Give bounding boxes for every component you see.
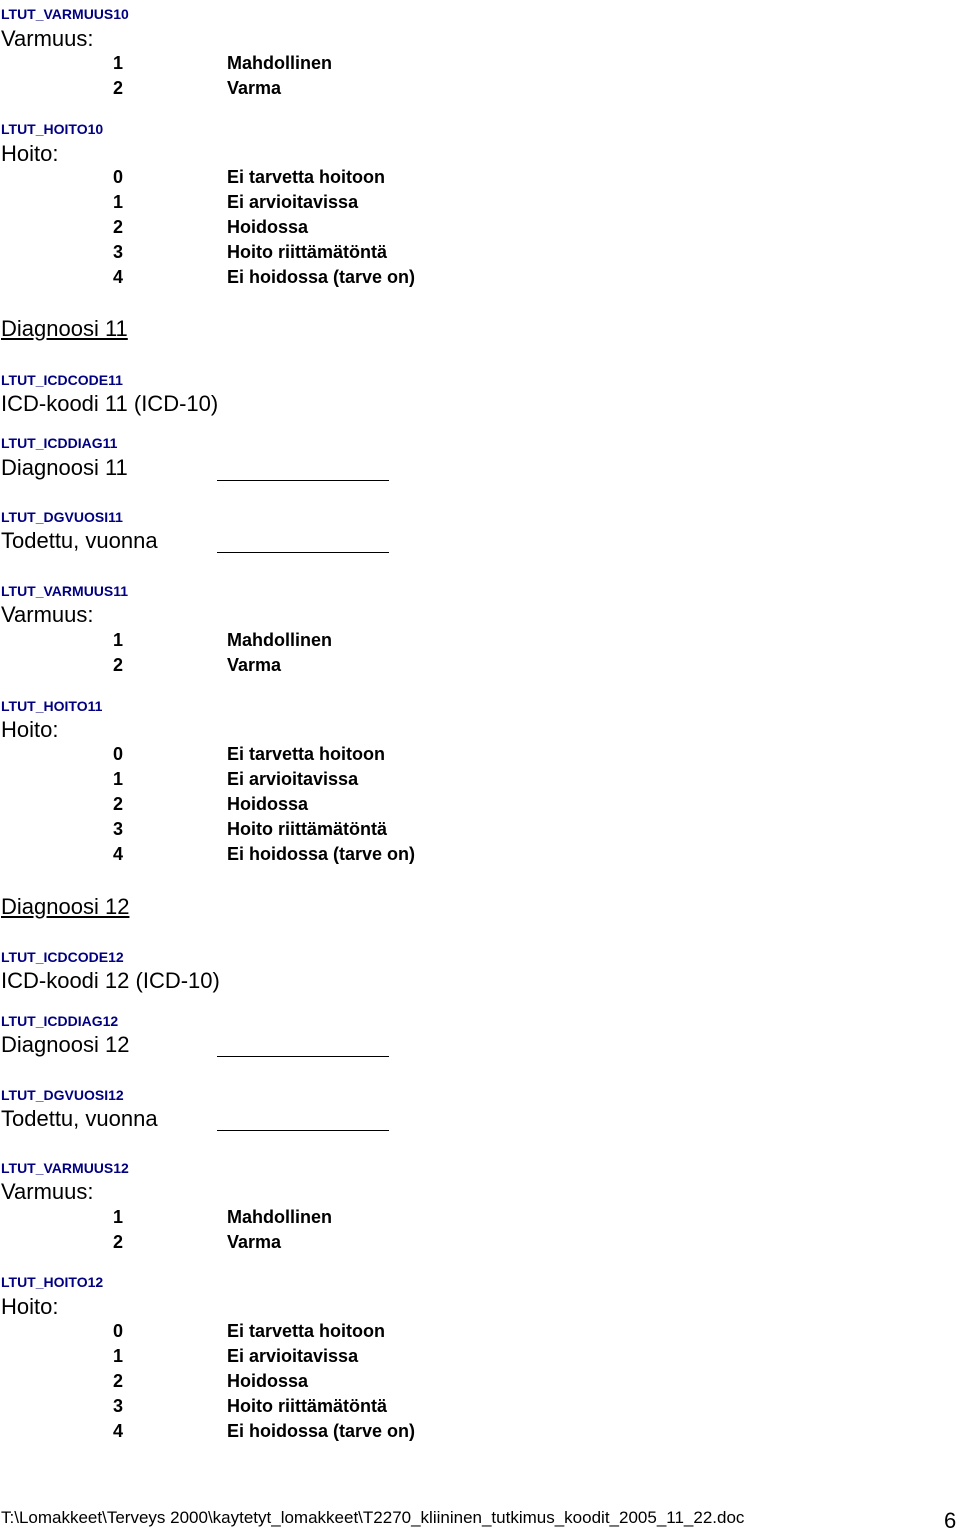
hoito10-option-2-num: 2 [113, 217, 124, 237]
varmuus10-option-2-num: 2 [113, 78, 124, 98]
varmuus11-option-1-num: 1 [113, 630, 124, 650]
hoito11-option-4-num: 4 [113, 844, 124, 864]
hoito12-option-4-text: Ei hoidossa (tarve on) [227, 1421, 416, 1441]
dgvuosi12-label: Todettu, vuonna [1, 1106, 158, 1131]
hoito11-label: Hoito: [1, 717, 59, 742]
hoito12-label: Hoito: [1, 1294, 59, 1319]
hoito12-option-3-text: Hoito riittämätöntä [227, 1396, 387, 1416]
hoito12-option-1-text: Ei arvioitavissa [227, 1346, 359, 1366]
hoito12-option-0-text: Ei tarvetta hoitoon [227, 1321, 386, 1341]
varmuus12-option-2-num: 2 [113, 1232, 124, 1252]
hoito11-option-2-num: 2 [113, 794, 124, 814]
hoito10-code: LTUT_HOITO10 [1, 121, 104, 137]
hoito11-option-3-text: Hoito riittämätöntä [227, 819, 387, 839]
varmuus12-code: LTUT_VARMUUS12 [1, 1160, 129, 1176]
hoito12-code: LTUT_HOITO12 [1, 1274, 104, 1290]
icddiag11-answer-line[interactable] [217, 480, 389, 481]
hoito10-option-0-text: Ei tarvetta hoitoon [227, 167, 386, 187]
varmuus12-label: Varmuus: [1, 1179, 94, 1204]
footer-page-number: 6 [944, 1508, 957, 1533]
icddiag12-answer-line[interactable] [217, 1056, 389, 1057]
hoito12-option-0-num: 0 [113, 1321, 124, 1341]
hoito11-option-2-text: Hoidossa [227, 794, 309, 814]
hoito10-option-1-num: 1 [113, 192, 124, 212]
varmuus10-code: LTUT_VARMUUS10 [1, 6, 129, 22]
varmuus11-code: LTUT_VARMUUS11 [1, 583, 129, 599]
hoito11-option-1-text: Ei arvioitavissa [227, 769, 359, 789]
hoito11-option-4-text: Ei hoidossa (tarve on) [227, 844, 416, 864]
varmuus11-option-1-text: Mahdollinen [227, 630, 332, 650]
varmuus10-option-2-text: Varma [227, 78, 282, 98]
varmuus12-option-1-text: Mahdollinen [227, 1207, 332, 1227]
icdcode12-code: LTUT_ICDCODE12 [1, 949, 124, 965]
varmuus10-option-1-num: 1 [113, 53, 124, 73]
hoito11-option-0-num: 0 [113, 744, 124, 764]
icddiag12-code: LTUT_ICDDIAG12 [1, 1013, 119, 1029]
hoito10-option-3-num: 3 [113, 242, 124, 262]
varmuus11-option-2-num: 2 [113, 655, 124, 675]
icddiag11-code: LTUT_ICDDIAG11 [1, 435, 118, 451]
dgvuosi12-answer-line[interactable] [217, 1130, 389, 1131]
varmuus10-option-1-text: Mahdollinen [227, 53, 332, 73]
hoito12-option-2-text: Hoidossa [227, 1371, 309, 1391]
varmuus11-label: Varmuus: [1, 602, 94, 627]
diagnoosi12-heading: Diagnoosi 12 [1, 894, 130, 919]
hoito10-label: Hoito: [1, 141, 59, 166]
varmuus11-option-2-text: Varma [227, 655, 282, 675]
icddiag11-label: Diagnoosi 11 [1, 455, 128, 480]
dgvuosi11-code: LTUT_DGVUOSI11 [1, 509, 123, 525]
hoito10-option-1-text: Ei arvioitavissa [227, 192, 359, 212]
diagnoosi11-heading: Diagnoosi 11 [1, 316, 128, 341]
hoito10-option-2-text: Hoidossa [227, 217, 309, 237]
hoito12-option-2-num: 2 [113, 1371, 124, 1391]
hoito11-option-0-text: Ei tarvetta hoitoon [227, 744, 386, 764]
hoito11-code: LTUT_HOITO11 [1, 698, 103, 714]
icddiag12-label: Diagnoosi 12 [1, 1032, 130, 1057]
hoito10-option-4-num: 4 [113, 267, 124, 287]
hoito12-option-1-num: 1 [113, 1346, 124, 1366]
dgvuosi12-code: LTUT_DGVUOSI12 [1, 1087, 124, 1103]
varmuus12-option-2-text: Varma [227, 1232, 282, 1252]
hoito12-option-4-num: 4 [113, 1421, 124, 1441]
dgvuosi11-answer-line[interactable] [217, 552, 389, 553]
hoito10-option-4-text: Ei hoidossa (tarve on) [227, 267, 416, 287]
hoito11-option-1-num: 1 [113, 769, 124, 789]
hoito12-option-3-num: 3 [113, 1396, 124, 1416]
varmuus12-option-1-num: 1 [113, 1207, 124, 1227]
hoito10-option-3-text: Hoito riittämätöntä [227, 242, 387, 262]
hoito11-option-3-num: 3 [113, 819, 124, 839]
dgvuosi11-label: Todettu, vuonna [1, 528, 158, 553]
icdcode11-label: ICD-koodi 11 (ICD-10) [1, 391, 219, 416]
hoito10-option-0-num: 0 [113, 167, 124, 187]
varmuus10-label: Varmuus: [1, 26, 94, 51]
icdcode12-label: ICD-koodi 12 (ICD-10) [1, 968, 220, 993]
footer-file-path: T:\Lomakkeet\Terveys 2000\kaytetyt_lomakkeet\T2270_kliininen_tutkimus_koodit_2005_11_22.doc [1, 1508, 745, 1527]
icdcode11-code: LTUT_ICDCODE11 [1, 372, 123, 388]
